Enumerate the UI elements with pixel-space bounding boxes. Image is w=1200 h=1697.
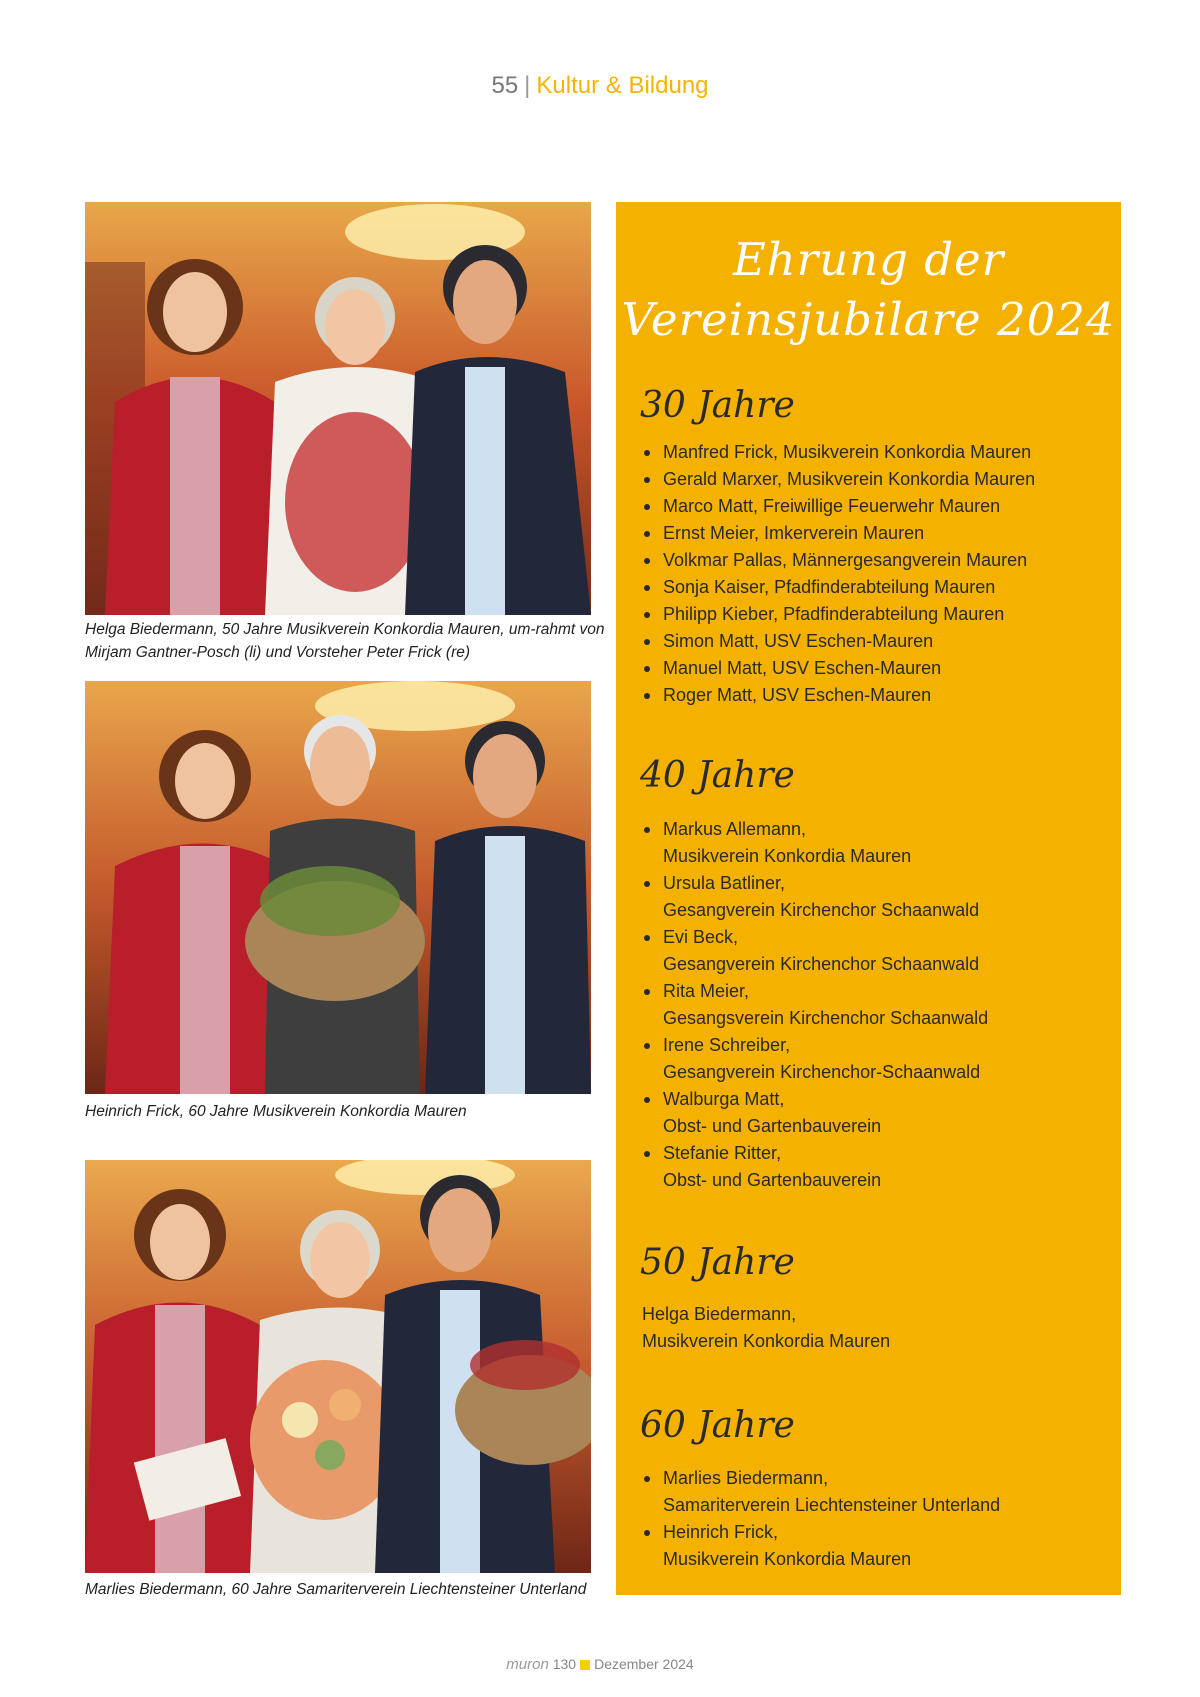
group-title-50: 50 Jahre [640,1242,795,1283]
list-item [640,1465,1000,1519]
list-item: Manfred Frick, Musikverein Konkordia Mauren [640,439,1035,466]
member-name: Helga Biedermann, [642,1304,797,1324]
member-name: Walburga Matt, [663,1089,785,1109]
page-header [0,72,1200,100]
list-item: Simon Matt, USV Eschen-Mauren [640,628,1035,655]
list-item [640,816,988,870]
member-club: Gesangverein Kirchenchor Schaanwald [663,900,980,920]
list-item: Ernst Meier, Imkerverein Mauren [640,520,1035,547]
photo-caption: Marlies Biedermann, 60 Jahre Samariterverein Liechtensteiner Unterland [85,1581,587,1598]
member-club: Obst- und Gartenbauverein [663,1116,882,1136]
page-number: 55 [491,72,519,99]
header-separator: | [524,72,531,99]
magazine-brand: muron [506,1656,549,1673]
square-icon [580,1660,590,1670]
list-item [640,1140,988,1194]
list-item [640,1519,1000,1573]
list-item: Marco Matt, Freiwillige Feuerwehr Mauren [640,493,1035,520]
list-item: Sonja Kaiser, Pfadfinderabteilung Mauren [640,574,1035,601]
list-item [640,924,988,978]
photo-helga-biedermann [85,202,591,615]
member-club: Samariterverein Liechtensteiner Unterland [663,1495,1001,1515]
list-item [640,870,988,924]
photo-marlies-biedermann [85,1160,591,1573]
list-item: Philipp Kieber, Pfadfinderabteilung Mauren [640,601,1035,628]
page-footer [0,1656,1200,1673]
list-item: Gerald Marxer, Musikverein Konkordia Mauren [640,466,1035,493]
photo-heinrich-frick [85,681,591,1094]
member-name: Heinrich Frick, [663,1522,779,1542]
photo-caption: Helga Biedermann, 50 Jahre Musikverein Konkordia Mauren, um-rahmt von Mirjam Gantner-Posch (li) und Vorsteher Peter Frick (re) [85,621,605,661]
member-club: Gesangverein Kirchenchor Schaanwald [663,954,980,974]
member-club: Musikverein Konkordia Mauren [663,846,912,866]
issue-number: 130 [552,1656,577,1672]
list-30-jahre [640,439,1035,709]
honors-panel [616,202,1121,1595]
entry-50-jahre [642,1301,890,1355]
list-40-jahre [640,816,988,1194]
list-item: Volkmar Pallas, Männergesangverein Mauren [640,547,1035,574]
member-name: Markus Allemann, [663,819,807,839]
member-club: Gesangsverein Kirchenchor Schaanwald [663,1008,989,1028]
panel-title-line2: Vereinsjubilare 2024 [621,293,1116,346]
list-60-jahre [640,1465,1000,1573]
member-club: Gesangverein Kirchenchor-Schaanwald [663,1062,981,1082]
member-name: Marlies Biedermann, [663,1468,829,1488]
panel-title-line1: Ehrung der [732,233,1005,286]
issue-date: Dezember 2024 [594,1656,694,1672]
member-club: Obst- und Gartenbauverein [663,1170,882,1190]
member-club: Musikverein Konkordia Mauren [663,1549,912,1569]
list-item [640,1086,988,1140]
list-item [640,1032,988,1086]
member-name: Stefanie Ritter, [663,1143,782,1163]
member-name: Ursula Batliner, [663,873,786,893]
member-name: Rita Meier, [663,981,750,1001]
group-title-30: 30 Jahre [640,385,795,426]
group-title-60: 60 Jahre [640,1405,795,1446]
member-name: Evi Beck, [663,927,739,947]
group-title-40: 40 Jahre [640,755,795,796]
panel-title [616,230,1121,350]
list-item: Manuel Matt, USV Eschen-Mauren [640,655,1035,682]
list-item [640,978,988,1032]
list-item: Roger Matt, USV Eschen-Mauren [640,682,1035,709]
member-club: Musikverein Konkordia Mauren [642,1331,891,1351]
photo-caption: Heinrich Frick, 60 Jahre Musikverein Konkordia Mauren [85,1103,467,1120]
member-name: Irene Schreiber, [663,1035,791,1055]
section-title: Kultur & Bildung [536,72,709,99]
